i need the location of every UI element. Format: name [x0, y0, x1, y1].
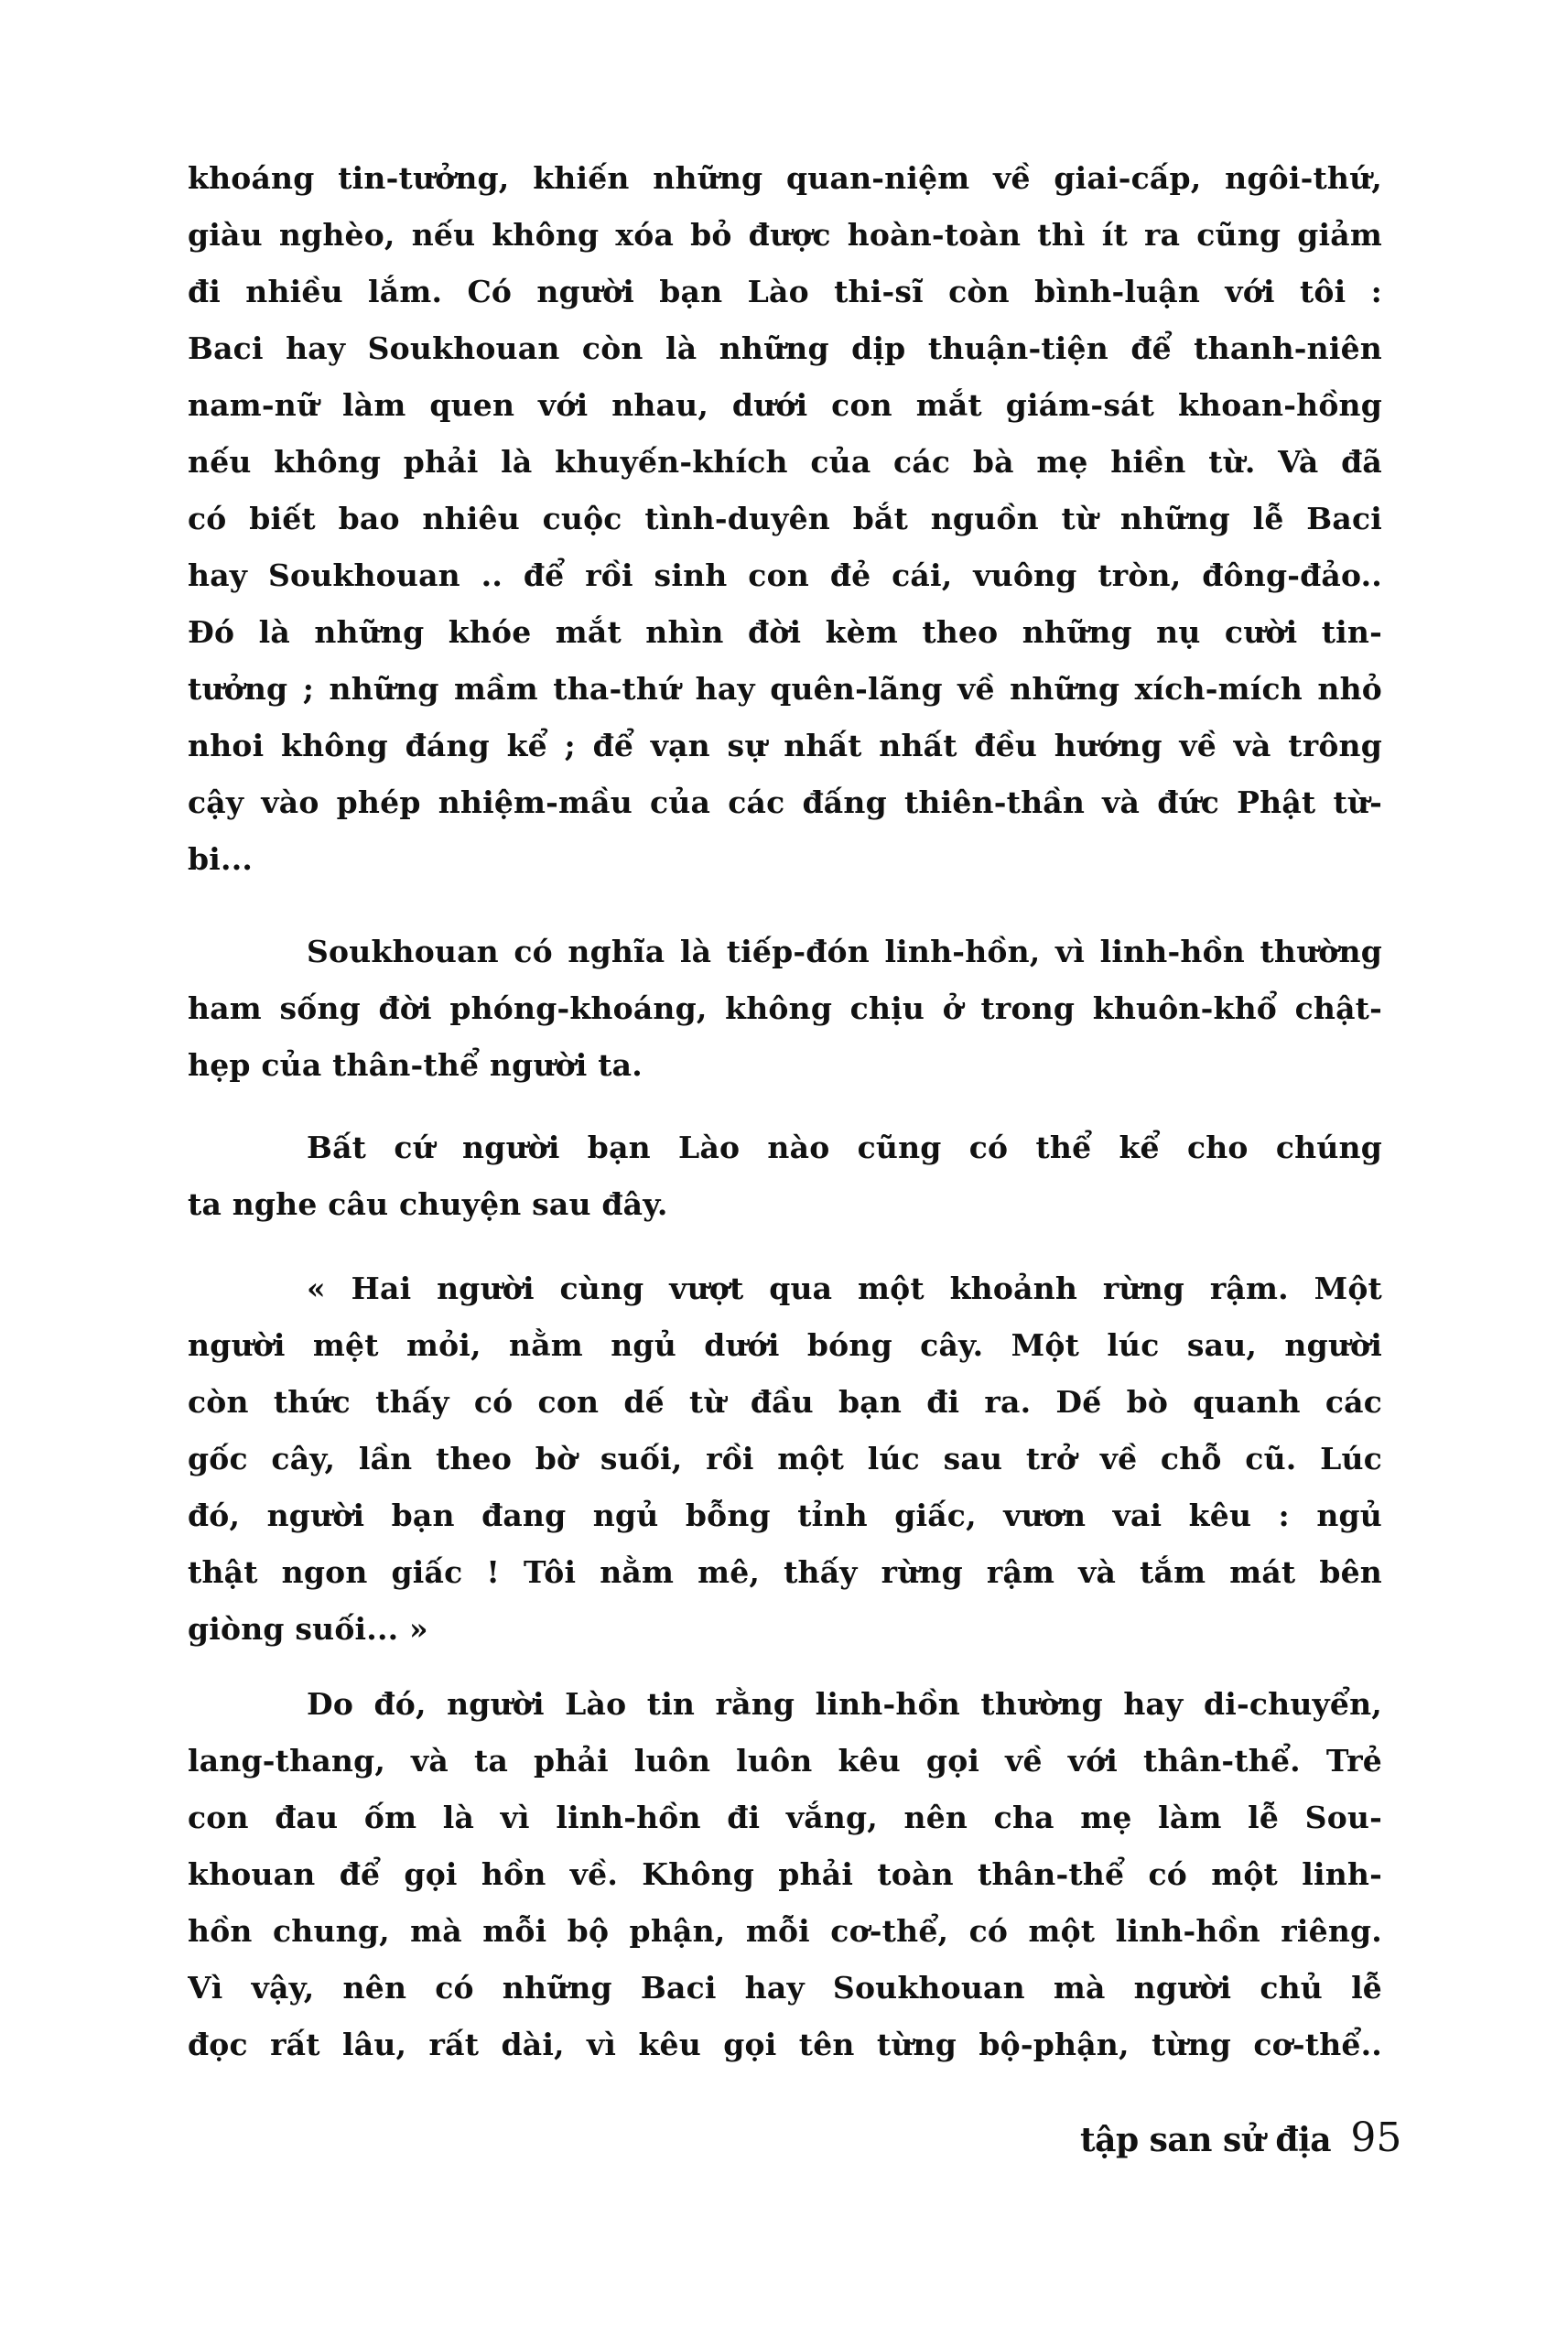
text-line: gốc cây, lần theo bờ suối, rồi một lúc sau trở về chỗ cũ. Lúc [188, 1441, 1382, 1476]
text-line: thật ngon giấc ! Tôi nằm mê, thấy rừng rậm và tắm mát bên [188, 1554, 1382, 1590]
text-line: Baci hay Soukhouan còn là những dịp thuận-tiện để thanh-niên [188, 330, 1382, 366]
text-line: nam-nữ làm quen với nhau, dưới con mắt giám-sát khoan-hồng [188, 387, 1382, 423]
text-line: Đó là những khóe mắt nhìn đời kèm theo những nụ cười tin- [188, 614, 1382, 650]
text-line: có biết bao nhiêu cuộc tình-duyên bắt nguồn từ những lễ Baci [188, 501, 1382, 536]
paragraph-1 [188, 150, 1382, 888]
paragraph-4-quote [188, 1260, 1382, 1658]
text-line: còn thức thấy có con dế từ đầu bạn đi ra. Dế bò quanh các [188, 1384, 1382, 1420]
text-line: khouan để gọi hồn về. Không phải toàn thân-thể có một linh- [188, 1856, 1382, 1892]
text-line: giàu nghèo, nếu không xóa bỏ được hoàn-toàn thì ít ra cũng giảm [188, 217, 1382, 253]
paragraph-2 [188, 924, 1382, 1094]
text-line: Vì vậy, nên có những Baci hay Soukhouan mà người chủ lễ [188, 1970, 1382, 2006]
text-line: lang-thang, và ta phải luôn luôn kêu gọi về với thân-thể. Trẻ [188, 1743, 1382, 1779]
text-line: hay Soukhouan .. để rồi sinh con đẻ cái, vuông tròn, đông-đảo.. [188, 557, 1382, 593]
paragraph-5 [188, 1676, 1382, 2073]
text-line: tưởng ; những mầm tha-thứ hay quên-lãng về những xích-mích nhỏ [188, 671, 1382, 707]
text-line: con đau ốm là vì linh-hồn đi vắng, nên cha mẹ làm lễ Sou- [188, 1800, 1382, 1835]
text-line: khoáng tin-tưởng, khiến những quan-niệm về giai-cấp, ngôi-thứ, [188, 160, 1382, 196]
text-line: cậy vào phép nhiệm-mầu của các đấng thiên-thần và đức Phật từ- [188, 784, 1382, 820]
paragraph-3 [188, 1119, 1382, 1233]
journal-title: tập san sử địa [1080, 2121, 1332, 2159]
page-footer [1080, 2114, 1401, 2161]
text-line: đọc rất lâu, rất dài, vì kêu gọi tên từng bộ-phận, từng cơ-thể.. [188, 2027, 1382, 2062]
text-line: đó, người bạn đang ngủ bỗng tỉnh giấc, vươn vai kêu : ngủ [188, 1498, 1382, 1533]
text-line: Soukhouan có nghĩa là tiếp-đón linh-hồn, vì linh-hồn thường [307, 934, 1382, 969]
text-line: hồn chung, mà mỗi bộ phận, mỗi cơ-thể, có một linh-hồn riêng. [188, 1913, 1382, 1949]
page-number: 95 [1350, 2114, 1402, 2161]
text-line: giòng suối... » [188, 1611, 428, 1647]
text-line: Do đó, người Lào tin rằng linh-hồn thường hay di-chuyển, [307, 1686, 1382, 1722]
text-line: nếu không phải là khuyến-khích của các bà mẹ hiền từ. Và đã [188, 444, 1382, 480]
text-line: Bất cứ người bạn Lào nào cũng có thể kể cho chúng [307, 1130, 1382, 1165]
text-line: bi... [188, 841, 254, 877]
text-line: ham sống đời phóng-khoáng, không chịu ở trong khuôn-khổ chật- [188, 990, 1382, 1026]
text-line: người mệt mỏi, nằm ngủ dưới bóng cây. Một lúc sau, người [188, 1327, 1382, 1363]
text-line: « Hai người cùng vượt qua một khoảnh rừng rậm. Một [307, 1271, 1382, 1306]
text-line: nhoi không đáng kể ; để vạn sự nhất nhất đều hướng về và trông [188, 728, 1382, 763]
text-line: hẹp của thân-thể người ta. [188, 1047, 643, 1083]
text-line: đi nhiều lắm. Có người bạn Lào thi-sĩ còn bình-luận với tôi : [188, 274, 1382, 309]
text-line: ta nghe câu chuyện sau đây. [188, 1186, 668, 1222]
